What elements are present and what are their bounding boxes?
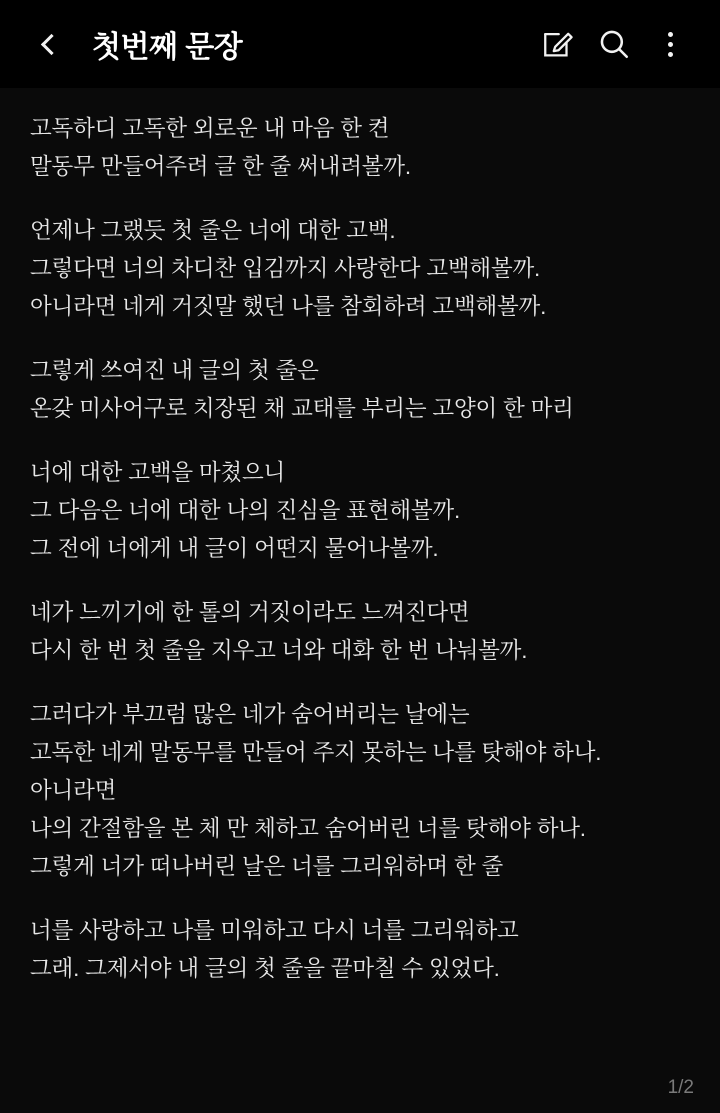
- edit-button[interactable]: [530, 16, 586, 72]
- note-line: 그렇다면 너의 차디찬 입김까지 사랑한다 고백해볼까.: [30, 256, 541, 281]
- note-paragraph: [30, 594, 690, 670]
- note-line: 아니라면: [30, 778, 117, 803]
- note-line: 고독하디 고독한 외로운 내 마음 한 켠: [30, 116, 390, 141]
- note-line: 아니라면 네게 거짓말 했던 나를 참회하려 고백해볼까.: [30, 294, 547, 319]
- note-line: 다시 한 번 첫 줄을 지우고 너와 대화 한 번 나눠볼까.: [30, 638, 528, 663]
- more-vertical-icon-dot-3: [668, 52, 673, 57]
- page-title: 첫번째 문장: [92, 31, 243, 64]
- search-icon: [597, 27, 631, 61]
- note-line: 너를 사랑하고 나를 미워하고 다시 너를 그리워하고: [30, 918, 519, 943]
- more-vertical-icon-dot-1: [668, 32, 673, 37]
- note-paragraph: [30, 352, 690, 428]
- note-line: 말동무 만들어주려 글 한 줄 써내려볼까.: [30, 154, 411, 179]
- chevron-left-icon: [40, 33, 61, 54]
- note-paragraph: [30, 696, 690, 886]
- more-options-button[interactable]: [642, 16, 698, 72]
- note-line: 온갖 미사어구로 치장된 채 교태를 부리는 고양이 한 마리: [30, 396, 574, 421]
- note-line: 고독한 네게 말동무를 만들어 주지 못하는 나를 탓해야 하나.: [30, 740, 602, 765]
- note-paragraph: [30, 912, 690, 988]
- note-line: 그렇게 쓰여진 내 글의 첫 줄은: [30, 358, 319, 383]
- note-paragraph: [30, 212, 690, 326]
- note-line: 그 전에 너에게 내 글이 어떤지 물어나볼까.: [30, 536, 439, 561]
- note-line: 그렇게 너가 떠나버린 날은 너를 그리워하며 한 줄: [30, 854, 504, 879]
- search-button[interactable]: [586, 16, 642, 72]
- note-line: 언제나 그랬듯 첫 줄은 너에 대한 고백.: [30, 218, 396, 243]
- note-line: 너에 대한 고백을 마쳤으니: [30, 460, 286, 485]
- note-line: 나의 간절함을 본 체 만 체하고 숨어버린 너를 탓해야 하나.: [30, 816, 586, 841]
- compose-edit-icon: [541, 27, 575, 61]
- page-indicator: 1/2: [667, 1077, 694, 1098]
- note-paragraph: [30, 454, 690, 568]
- note-line: 그 다음은 너에 대한 나의 진심을 표현해볼까.: [30, 498, 460, 523]
- note-line: 그래. 그제서야 내 글의 첫 줄을 끝마칠 수 있었다.: [30, 956, 500, 981]
- note-line: 그러다가 부끄럼 많은 네가 숨어버리는 날에는: [30, 702, 470, 727]
- note-paragraph: [30, 110, 690, 186]
- more-vertical-icon-dot-2: [668, 42, 673, 47]
- note-body[interactable]: [0, 88, 720, 1113]
- app-bar: [0, 0, 720, 88]
- note-line: 네가 느끼기에 한 톨의 거짓이라도 느껴진다면: [30, 600, 470, 625]
- back-button[interactable]: [26, 21, 72, 67]
